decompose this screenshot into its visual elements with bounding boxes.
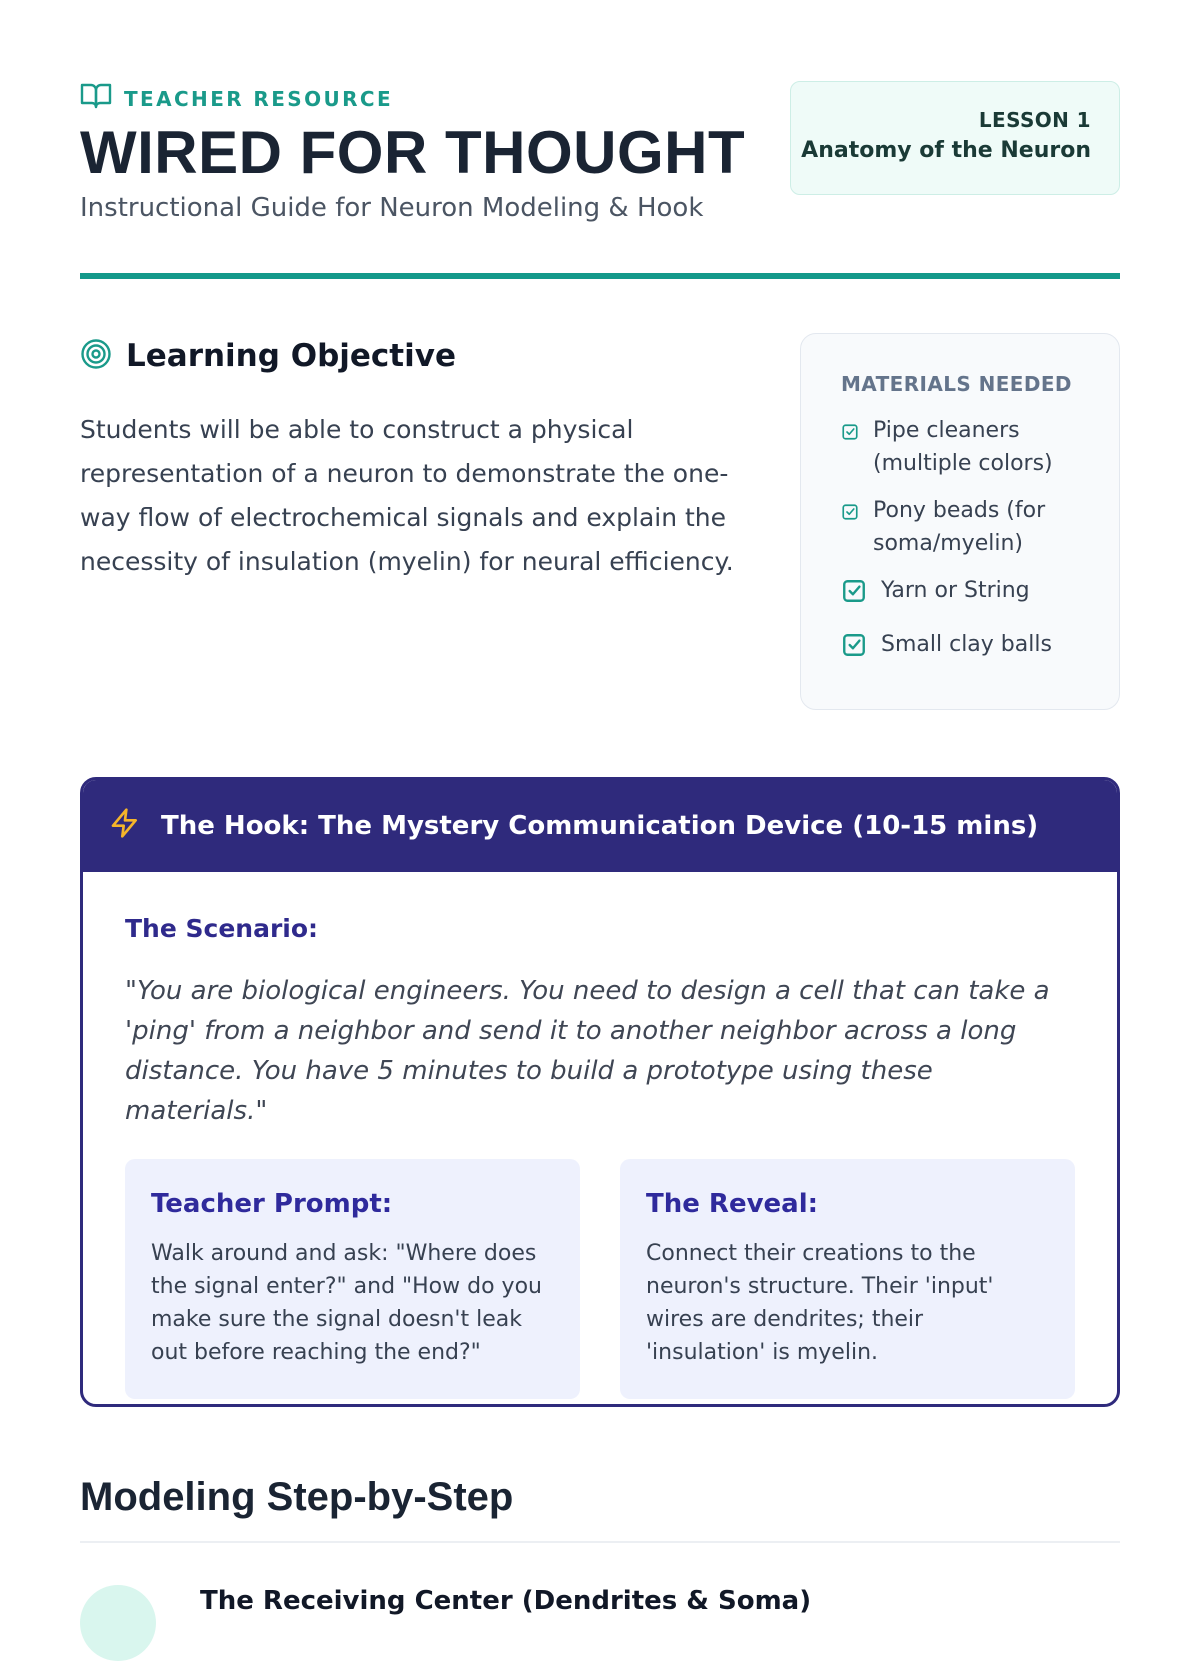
material-label: Pony beads (for soma/myelin) [873,498,1046,556]
material-item [841,574,1099,614]
material-label: Pipe cleaners (multiple colors) [873,418,1053,476]
materials-heading: MATERIALS NEEDED [841,372,1072,396]
lesson-badge [790,81,1120,195]
material-item [841,414,1099,480]
hook-title: The Hook: The Mystery Communication Device (10-15 mins) [161,811,1039,841]
hook-card [80,777,1120,1407]
step-title: The Receiving Center (Dendrites & Soma) [200,1586,812,1616]
hook-header [83,780,1117,872]
step-number-circle [80,1585,156,1661]
objective-title: Learning Objective [126,338,456,374]
resource-eyebrow [80,82,393,115]
page-title: WIRED FOR THOUGHT [80,119,746,186]
lightning-icon [109,807,141,846]
material-label: Small clay balls [881,632,1052,657]
lesson-name: Anatomy of the Neuron [801,138,1091,163]
eyebrow-label: TEACHER RESOURCE [124,86,394,111]
hook-body [83,872,1117,1399]
header-divider [80,273,1120,279]
teacher-prompt-box [125,1159,580,1399]
reveal-box [620,1159,1075,1399]
modeling-divider [80,1541,1120,1543]
book-open-icon [80,82,112,115]
reveal-text: Connect their creations to the neuron's structure. Their 'input' wires are dendrites; their 'insulation' is myelin. [646,1241,994,1365]
check-square-icon [841,498,859,531]
objective-text: Students will be able to construct a physical representation of a neuron to demonstrate the one-way flow of electrochemical signals and explain the necessity of insulation (myelin) for neural efficiency. [80,415,734,576]
materials-list [841,414,1099,668]
material-item [841,628,1099,668]
reveal-title: The Reveal: [646,1189,819,1219]
modeling-heading: Modeling Step-by-Step [80,1475,514,1519]
check-square-icon [841,632,867,668]
objective-heading [80,338,456,374]
lesson-number: LESSON 1 [978,108,1091,132]
check-square-icon [841,578,867,614]
scenario-label: The Scenario: [125,914,319,943]
hook-boxes [125,1159,1075,1399]
page-subtitle: Instructional Guide for Neuron Modeling & Hook [80,193,704,223]
check-square-icon [841,418,859,451]
material-item [841,494,1099,560]
teacher-prompt-title: Teacher Prompt: [151,1189,393,1219]
teacher-prompt-text: Walk around and ask: "Where does the signal enter?" and "How do you make sure the signal doesn't leak out before reaching the end?" [151,1241,542,1365]
scenario-quote: "You are biological engineers. You need to design a cell that can take a 'ping' from a neighbor and send it to another neighbor across a long distance. You have 5 minutes to build a prototype using these materials." [125,976,1050,1126]
material-label: Yarn or String [881,578,1030,603]
materials-panel [800,333,1120,710]
target-icon [80,338,112,374]
